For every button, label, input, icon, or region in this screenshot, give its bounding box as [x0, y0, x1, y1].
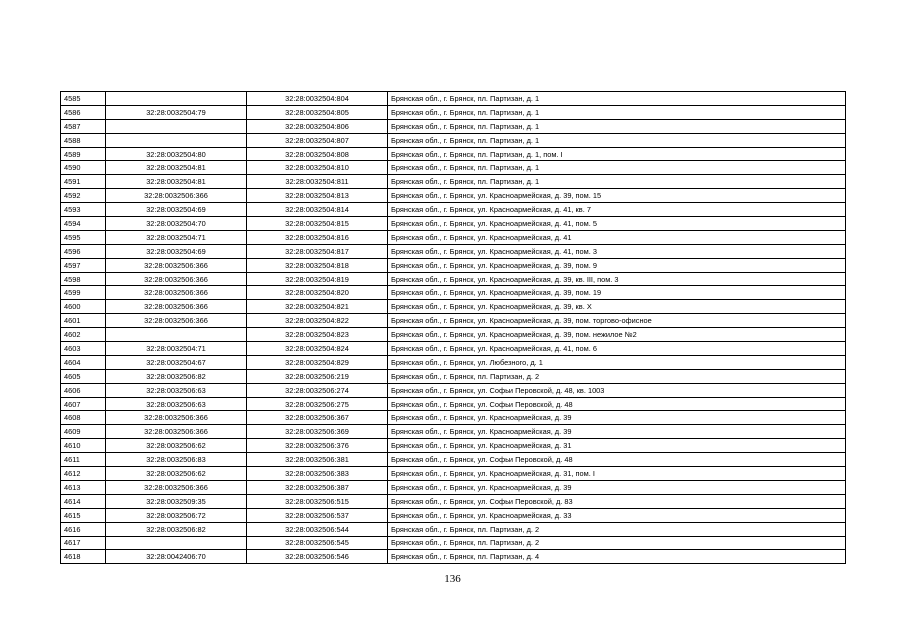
table-row [61, 355, 846, 369]
parcel-cadastral-number-cell: 32:28:0032506:82 [106, 522, 247, 536]
row-number-cell: 4607 [61, 397, 106, 411]
table-row [61, 383, 846, 397]
object-cadastral-number-cell: 32:28:0032504:822 [247, 314, 388, 328]
address-cell: Брянская обл., г. Брянск, пл. Партизан, д. 1 [388, 161, 846, 175]
table-row [61, 536, 846, 550]
row-number-cell: 4606 [61, 383, 106, 397]
parcel-cadastral-number-cell: 32:28:0032506:366 [106, 425, 247, 439]
table-row [61, 230, 846, 244]
row-number-cell: 4590 [61, 161, 106, 175]
row-number-cell: 4613 [61, 480, 106, 494]
address-cell: Брянская обл., г. Брянск, пл. Партизан, д. 2 [388, 536, 846, 550]
parcel-cadastral-number-cell: 32:28:0032504:79 [106, 105, 247, 119]
row-number-cell: 4586 [61, 105, 106, 119]
parcel-cadastral-number-cell: 32:28:0032509:35 [106, 494, 247, 508]
row-number-cell: 4610 [61, 439, 106, 453]
parcel-cadastral-number-cell: 32:28:0032506:366 [106, 314, 247, 328]
table-row [61, 189, 846, 203]
table-row [61, 217, 846, 231]
row-number-cell: 4596 [61, 244, 106, 258]
row-number-cell: 4608 [61, 411, 106, 425]
parcel-cadastral-number-cell: 32:28:0032504:81 [106, 161, 247, 175]
object-cadastral-number-cell: 32:28:0032506:274 [247, 383, 388, 397]
object-cadastral-number-cell: 32:28:0032506:537 [247, 508, 388, 522]
parcel-cadastral-number-cell: 32:28:0032506:366 [106, 411, 247, 425]
row-number-cell: 4616 [61, 522, 106, 536]
row-number-cell: 4614 [61, 494, 106, 508]
row-number-cell: 4602 [61, 328, 106, 342]
parcel-cadastral-number-cell [106, 536, 247, 550]
object-cadastral-number-cell: 32:28:0032506:219 [247, 369, 388, 383]
table-row [61, 92, 846, 106]
parcel-cadastral-number-cell: 32:28:0032506:62 [106, 439, 247, 453]
parcel-cadastral-number-cell: 32:28:0032506:63 [106, 397, 247, 411]
table-row [61, 119, 846, 133]
parcel-cadastral-number-cell: 32:28:0032506:63 [106, 383, 247, 397]
object-cadastral-number-cell: 32:28:0032506:381 [247, 453, 388, 467]
page-number: 136 [444, 573, 461, 585]
address-cell: Брянская обл., г. Брянск, пл. Партизан, д. 2 [388, 369, 846, 383]
object-cadastral-number-cell: 32:28:0032504:806 [247, 119, 388, 133]
object-cadastral-number-cell: 32:28:0032506:275 [247, 397, 388, 411]
object-cadastral-number-cell: 32:28:0032504:810 [247, 161, 388, 175]
address-cell: Брянская обл., г. Брянск, ул. Софьи Перовской, д. 48 [388, 397, 846, 411]
address-cell: Брянская обл., г. Брянск, ул. Софьи Перовской, д. 83 [388, 494, 846, 508]
parcel-cadastral-number-cell [106, 133, 247, 147]
parcel-cadastral-number-cell: 32:28:0032504:67 [106, 355, 247, 369]
row-number-cell: 4609 [61, 425, 106, 439]
row-number-cell: 4603 [61, 342, 106, 356]
registry-table-body [61, 92, 846, 564]
row-number-cell: 4594 [61, 217, 106, 231]
address-cell: Брянская обл., г. Брянск, пл. Партизан, д. 1, пом. I [388, 147, 846, 161]
table-row [61, 425, 846, 439]
parcel-cadastral-number-cell: 32:28:0032506:62 [106, 467, 247, 481]
address-cell: Брянская обл., г. Брянск, пл. Партизан, д. 1 [388, 175, 846, 189]
row-number-cell: 4615 [61, 508, 106, 522]
address-cell: Брянская обл., г. Брянск, ул. Красноармейская, д. 39, пом. 15 [388, 189, 846, 203]
parcel-cadastral-number-cell [106, 119, 247, 133]
row-number-cell: 4612 [61, 467, 106, 481]
row-number-cell: 4611 [61, 453, 106, 467]
address-cell: Брянская обл., г. Брянск, пл. Партизан, д. 4 [388, 550, 846, 564]
object-cadastral-number-cell: 32:28:0032506:367 [247, 411, 388, 425]
table-row [61, 550, 846, 564]
object-cadastral-number-cell: 32:28:0032504:823 [247, 328, 388, 342]
address-cell: Брянская обл., г. Брянск, ул. Красноармейская, д. 39 [388, 480, 846, 494]
row-number-cell: 4587 [61, 119, 106, 133]
table-row [61, 147, 846, 161]
table-row [61, 272, 846, 286]
table-row [61, 480, 846, 494]
address-cell: Брянская обл., г. Брянск, ул. Красноармейская, д. 41, пом. 3 [388, 244, 846, 258]
parcel-cadastral-number-cell: 32:28:0032504:69 [106, 203, 247, 217]
object-cadastral-number-cell: 32:28:0032504:813 [247, 189, 388, 203]
row-number-cell: 4595 [61, 230, 106, 244]
address-cell: Брянская обл., г. Брянск, ул. Красноармейская, д. 39, пом. 19 [388, 286, 846, 300]
address-cell: Брянская обл., г. Брянск, пл. Партизан, д. 1 [388, 105, 846, 119]
row-number-cell: 4600 [61, 300, 106, 314]
object-cadastral-number-cell: 32:28:0032504:811 [247, 175, 388, 189]
address-cell: Брянская обл., г. Брянск, ул. Красноармейская, д. 31 [388, 439, 846, 453]
parcel-cadastral-number-cell: 32:28:0032506:366 [106, 300, 247, 314]
object-cadastral-number-cell: 32:28:0032506:546 [247, 550, 388, 564]
table-row [61, 411, 846, 425]
row-number-cell: 4598 [61, 272, 106, 286]
address-cell: Брянская обл., г. Брянск, ул. Красноармейская, д. 31, пом. I [388, 467, 846, 481]
row-number-cell: 4588 [61, 133, 106, 147]
table-row [61, 133, 846, 147]
row-number-cell: 4597 [61, 258, 106, 272]
object-cadastral-number-cell: 32:28:0032504:829 [247, 355, 388, 369]
parcel-cadastral-number-cell: 32:28:0032504:69 [106, 244, 247, 258]
object-cadastral-number-cell: 32:28:0032506:545 [247, 536, 388, 550]
parcel-cadastral-number-cell: 32:28:0032506:82 [106, 369, 247, 383]
object-cadastral-number-cell: 32:28:0032506:376 [247, 439, 388, 453]
address-cell: Брянская обл., г. Брянск, ул. Красноармейская, д. 39, кв. X [388, 300, 846, 314]
object-cadastral-number-cell: 32:28:0032504:816 [247, 230, 388, 244]
table-row [61, 439, 846, 453]
object-cadastral-number-cell: 32:28:0032506:515 [247, 494, 388, 508]
parcel-cadastral-number-cell: 32:28:0032506:366 [106, 286, 247, 300]
table-row [61, 161, 846, 175]
row-number-cell: 4599 [61, 286, 106, 300]
row-number-cell: 4591 [61, 175, 106, 189]
parcel-cadastral-number-cell: 32:28:0032504:71 [106, 230, 247, 244]
address-cell: Брянская обл., г. Брянск, ул. Красноармейская, д. 39 [388, 425, 846, 439]
table-row [61, 300, 846, 314]
parcel-cadastral-number-cell: 32:28:0032504:70 [106, 217, 247, 231]
table-row [61, 508, 846, 522]
table-row [61, 453, 846, 467]
table-row [61, 328, 846, 342]
table-row [61, 314, 846, 328]
object-cadastral-number-cell: 32:28:0032506:369 [247, 425, 388, 439]
parcel-cadastral-number-cell: 32:28:0032506:83 [106, 453, 247, 467]
row-number-cell: 4593 [61, 203, 106, 217]
object-cadastral-number-cell: 32:28:0032504:805 [247, 105, 388, 119]
parcel-cadastral-number-cell: 32:28:0032506:366 [106, 189, 247, 203]
object-cadastral-number-cell: 32:28:0032504:824 [247, 342, 388, 356]
table-row [61, 494, 846, 508]
parcel-cadastral-number-cell [106, 328, 247, 342]
parcel-cadastral-number-cell: 32:28:0032506:366 [106, 480, 247, 494]
parcel-cadastral-number-cell: 32:28:0032506:366 [106, 258, 247, 272]
parcel-cadastral-number-cell: 32:28:0032506:366 [106, 272, 247, 286]
row-number-cell: 4605 [61, 369, 106, 383]
table-row [61, 203, 846, 217]
address-cell: Брянская обл., г. Брянск, ул. Красноармейская, д. 39, пом. 9 [388, 258, 846, 272]
object-cadastral-number-cell: 32:28:0032504:808 [247, 147, 388, 161]
address-cell: Брянская обл., г. Брянск, ул. Красноармейская, д. 39 [388, 411, 846, 425]
address-cell: Брянская обл., г. Брянск, ул. Софьи Перовской, д. 48, кв. 1003 [388, 383, 846, 397]
parcel-cadastral-number-cell: 32:28:0032504:71 [106, 342, 247, 356]
object-cadastral-number-cell: 32:28:0032504:815 [247, 217, 388, 231]
address-cell: Брянская обл., г. Брянск, ул. Красноармейская, д. 41, кв. 7 [388, 203, 846, 217]
row-number-cell: 4585 [61, 92, 106, 106]
row-number-cell: 4604 [61, 355, 106, 369]
parcel-cadastral-number-cell: 32:28:0032504:81 [106, 175, 247, 189]
row-number-cell: 4592 [61, 189, 106, 203]
address-cell: Брянская обл., г. Брянск, пл. Партизан, д. 1 [388, 133, 846, 147]
row-number-cell: 4618 [61, 550, 106, 564]
address-cell: Брянская обл., г. Брянск, пл. Партизан, д. 1 [388, 92, 846, 106]
address-cell: Брянская обл., г. Брянск, ул. Любезного, д. 1 [388, 355, 846, 369]
address-cell: Брянская обл., г. Брянск, ул. Красноармейская, д. 39, пом. нежилое №2 [388, 328, 846, 342]
object-cadastral-number-cell: 32:28:0032504:819 [247, 272, 388, 286]
address-cell: Брянская обл., г. Брянск, ул. Красноармейская, д. 39, пом. торгово-офисное [388, 314, 846, 328]
object-cadastral-number-cell: 32:28:0032504:814 [247, 203, 388, 217]
address-cell: Брянская обл., г. Брянск, ул. Красноармейская, д. 39, кв. III, пом. 3 [388, 272, 846, 286]
address-cell: Брянская обл., г. Брянск, ул. Красноармейская, д. 41, пом. 6 [388, 342, 846, 356]
table-row [61, 258, 846, 272]
registry-table [60, 91, 846, 564]
row-number-cell: 4589 [61, 147, 106, 161]
object-cadastral-number-cell: 32:28:0032504:818 [247, 258, 388, 272]
table-row [61, 342, 846, 356]
table-row [61, 522, 846, 536]
table-row [61, 369, 846, 383]
row-number-cell: 4617 [61, 536, 106, 550]
object-cadastral-number-cell: 32:28:0032504:820 [247, 286, 388, 300]
object-cadastral-number-cell: 32:28:0032506:383 [247, 467, 388, 481]
object-cadastral-number-cell: 32:28:0032506:544 [247, 522, 388, 536]
object-cadastral-number-cell: 32:28:0032506:387 [247, 480, 388, 494]
object-cadastral-number-cell: 32:28:0032504:821 [247, 300, 388, 314]
object-cadastral-number-cell: 32:28:0032504:807 [247, 133, 388, 147]
parcel-cadastral-number-cell: 32:28:0042406:70 [106, 550, 247, 564]
object-cadastral-number-cell: 32:28:0032504:804 [247, 92, 388, 106]
address-cell: Брянская обл., г. Брянск, ул. Красноармейская, д. 41, пом. 5 [388, 217, 846, 231]
table-row [61, 244, 846, 258]
parcel-cadastral-number-cell: 32:28:0032506:72 [106, 508, 247, 522]
address-cell: Брянская обл., г. Брянск, ул. Красноармейская, д. 33 [388, 508, 846, 522]
table-row [61, 105, 846, 119]
parcel-cadastral-number-cell [106, 92, 247, 106]
address-cell: Брянская обл., г. Брянск, пл. Партизан, д. 2 [388, 522, 846, 536]
table-row [61, 397, 846, 411]
object-cadastral-number-cell: 32:28:0032504:817 [247, 244, 388, 258]
parcel-cadastral-number-cell: 32:28:0032504:80 [106, 147, 247, 161]
table-row [61, 286, 846, 300]
address-cell: Брянская обл., г. Брянск, пл. Партизан, д. 1 [388, 119, 846, 133]
address-cell: Брянская обл., г. Брянск, ул. Софьи Перовской, д. 48 [388, 453, 846, 467]
table-row [61, 467, 846, 481]
address-cell: Брянская обл., г. Брянск, ул. Красноармейская, д. 41 [388, 230, 846, 244]
table-row [61, 175, 846, 189]
row-number-cell: 4601 [61, 314, 106, 328]
